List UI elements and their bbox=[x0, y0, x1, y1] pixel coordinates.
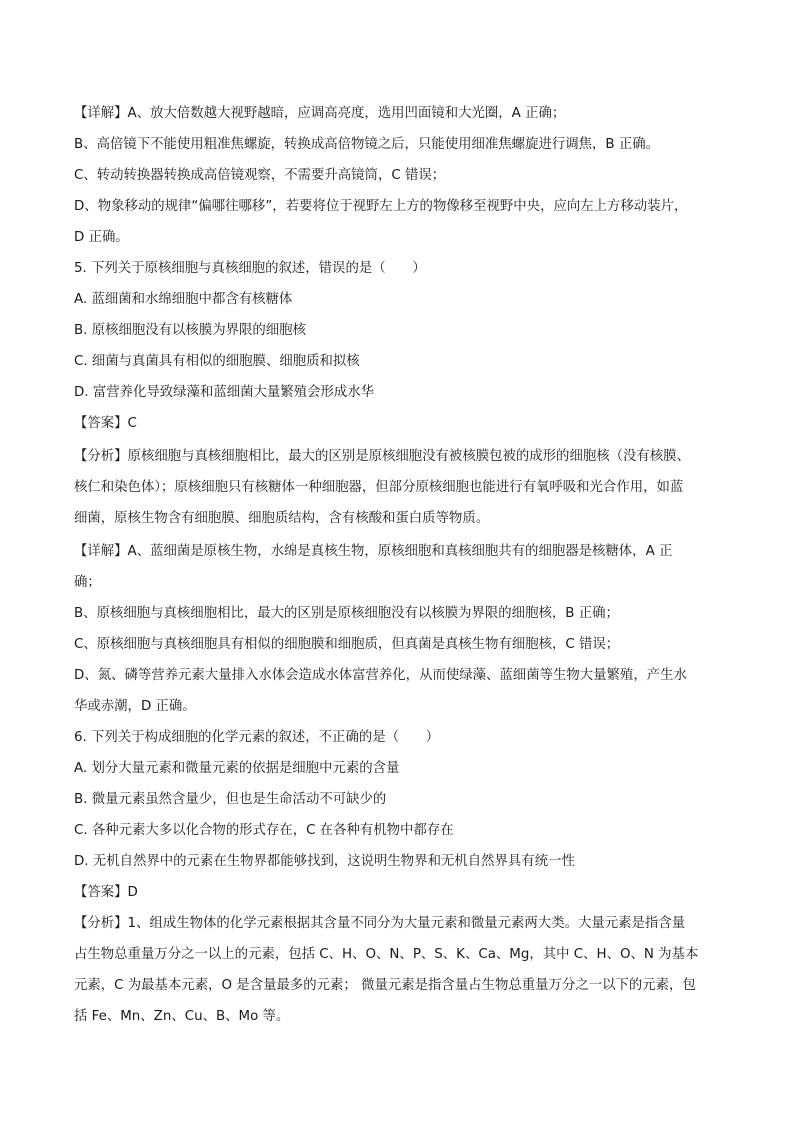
question-6-answer: 【答案】D bbox=[74, 885, 138, 900]
question-5-explanation-a: 【详解】A、蓝细菌是原核生物，水绵是真核生物，原核细胞和真核细胞共有的细胞器是核糖体，A 正 bbox=[74, 544, 673, 559]
question-5-stem: 5. 下列关于原核细胞与真核细胞的叙述，错误的是（ ） bbox=[74, 261, 426, 276]
explanation-q4-d: D、物象移动的规律“偏哪往哪移”，若要将位于视野左上方的物像移至视野中央，应向左上方移动装片， bbox=[74, 199, 688, 214]
explanation-q4-a: 【详解】A、放大倍数越大视野越暗，应调高亮度，选用凹面镜和大光圈，A 正确； bbox=[74, 106, 566, 121]
question-5-option-d: D. 富营养化导致绿藻和蓝细菌大量繁殖会形成水华 bbox=[74, 385, 375, 400]
explanation-q4-b: B、高倍镜下不能使用粗准焦螺旋，转换成高倍物镜之后，只能使用细准焦螺旋进行调焦，B 正确。 bbox=[74, 137, 660, 152]
question-5-explanation-d-cont: 华或赤潮，D 正确。 bbox=[74, 699, 196, 714]
question-5-analysis-line2: 核仁和染色体）；原核细胞只有核糖体一种细胞器，但部分原核细胞也能进行有氧呼吸和光合作用，如蓝 bbox=[74, 480, 684, 495]
explanation-q4-d-cont: D 正确。 bbox=[74, 230, 129, 245]
question-6-stem: 6. 下列关于构成细胞的化学元素的叙述，不正确的是（ ） bbox=[74, 730, 440, 745]
question-5-explanation-c: C、原核细胞与真核细胞具有相似的细胞膜和细胞质，但真菌是真核生物有细胞核，C 错误； bbox=[74, 637, 620, 652]
question-5-option-b: B. 原核细胞没有以核膜为界限的细胞核 bbox=[74, 323, 306, 338]
question-5-explanation-d: D、氮、磷等营养元素大量排入水体会造成水体富营养化，从而使绿藻、蓝细菌等生物大量繁殖，产生水 bbox=[74, 668, 687, 683]
question-6-analysis-line2: 占生物总重量万分之一以上的元素，包括 C、H、O、N、P、S、K、Ca、Mg，其中 C、H、O、N 为基本 bbox=[74, 947, 699, 962]
question-5-analysis-line3: 细菌，原核生物含有细胞膜、细胞质结构，含有核酸和蛋白质等物质。 bbox=[74, 511, 490, 526]
question-6-option-b: B. 微量元素虽然含量少，但也是生命活动不可缺少的 bbox=[74, 792, 387, 807]
question-5-option-a: A. 蓝细菌和水绵细胞中都含有核糖体 bbox=[74, 292, 293, 307]
question-6-option-d: D. 无机自然界中的元素在生物界都能够找到，这说明生物界和无机自然界具有统一性 bbox=[74, 854, 575, 869]
question-6-analysis-line4: 括 Fe、Mn、Zn、Cu、B、Mo 等。 bbox=[74, 1009, 290, 1024]
question-6-analysis-line3: 元素，C 为最基本元素，O 是含量最多的元素； 微量元素是指含量占生物总重量万分之一以下的元素，包 bbox=[74, 978, 696, 993]
question-5-explanation-a-cont: 确； bbox=[74, 575, 101, 590]
question-6-option-c: C. 各种元素大多以化合物的形式存在，C 在各种有机物中都存在 bbox=[74, 823, 454, 838]
question-6-analysis-line1: 【分析】1、组成生物体的化学元素根据其含量不同分为大量元素和微量元素两大类。大量元素是指含量 bbox=[74, 916, 686, 931]
question-6-option-a: A. 划分大量元素和微量元素的依据是细胞中元素的含量 bbox=[74, 761, 400, 776]
question-5-option-c: C. 细菌与真菌具有相似的细胞膜、细胞质和拟核 bbox=[74, 354, 360, 369]
explanation-q4-c: C、转动转换器转换成高倍镜观察，不需要升高镜筒，C 错误； bbox=[74, 168, 446, 183]
question-5-answer: 【答案】C bbox=[74, 416, 137, 431]
question-5-explanation-b: B、原核细胞与真核细胞相比，最大的区别是原核细胞没有以核膜为界限的细胞核，B 正确； bbox=[74, 606, 619, 621]
question-5-analysis-line1: 【分析】原核细胞与真核细胞相比，最大的区别是原核细胞没有被核膜包被的成形的细胞核（没有核膜、 bbox=[74, 449, 690, 464]
